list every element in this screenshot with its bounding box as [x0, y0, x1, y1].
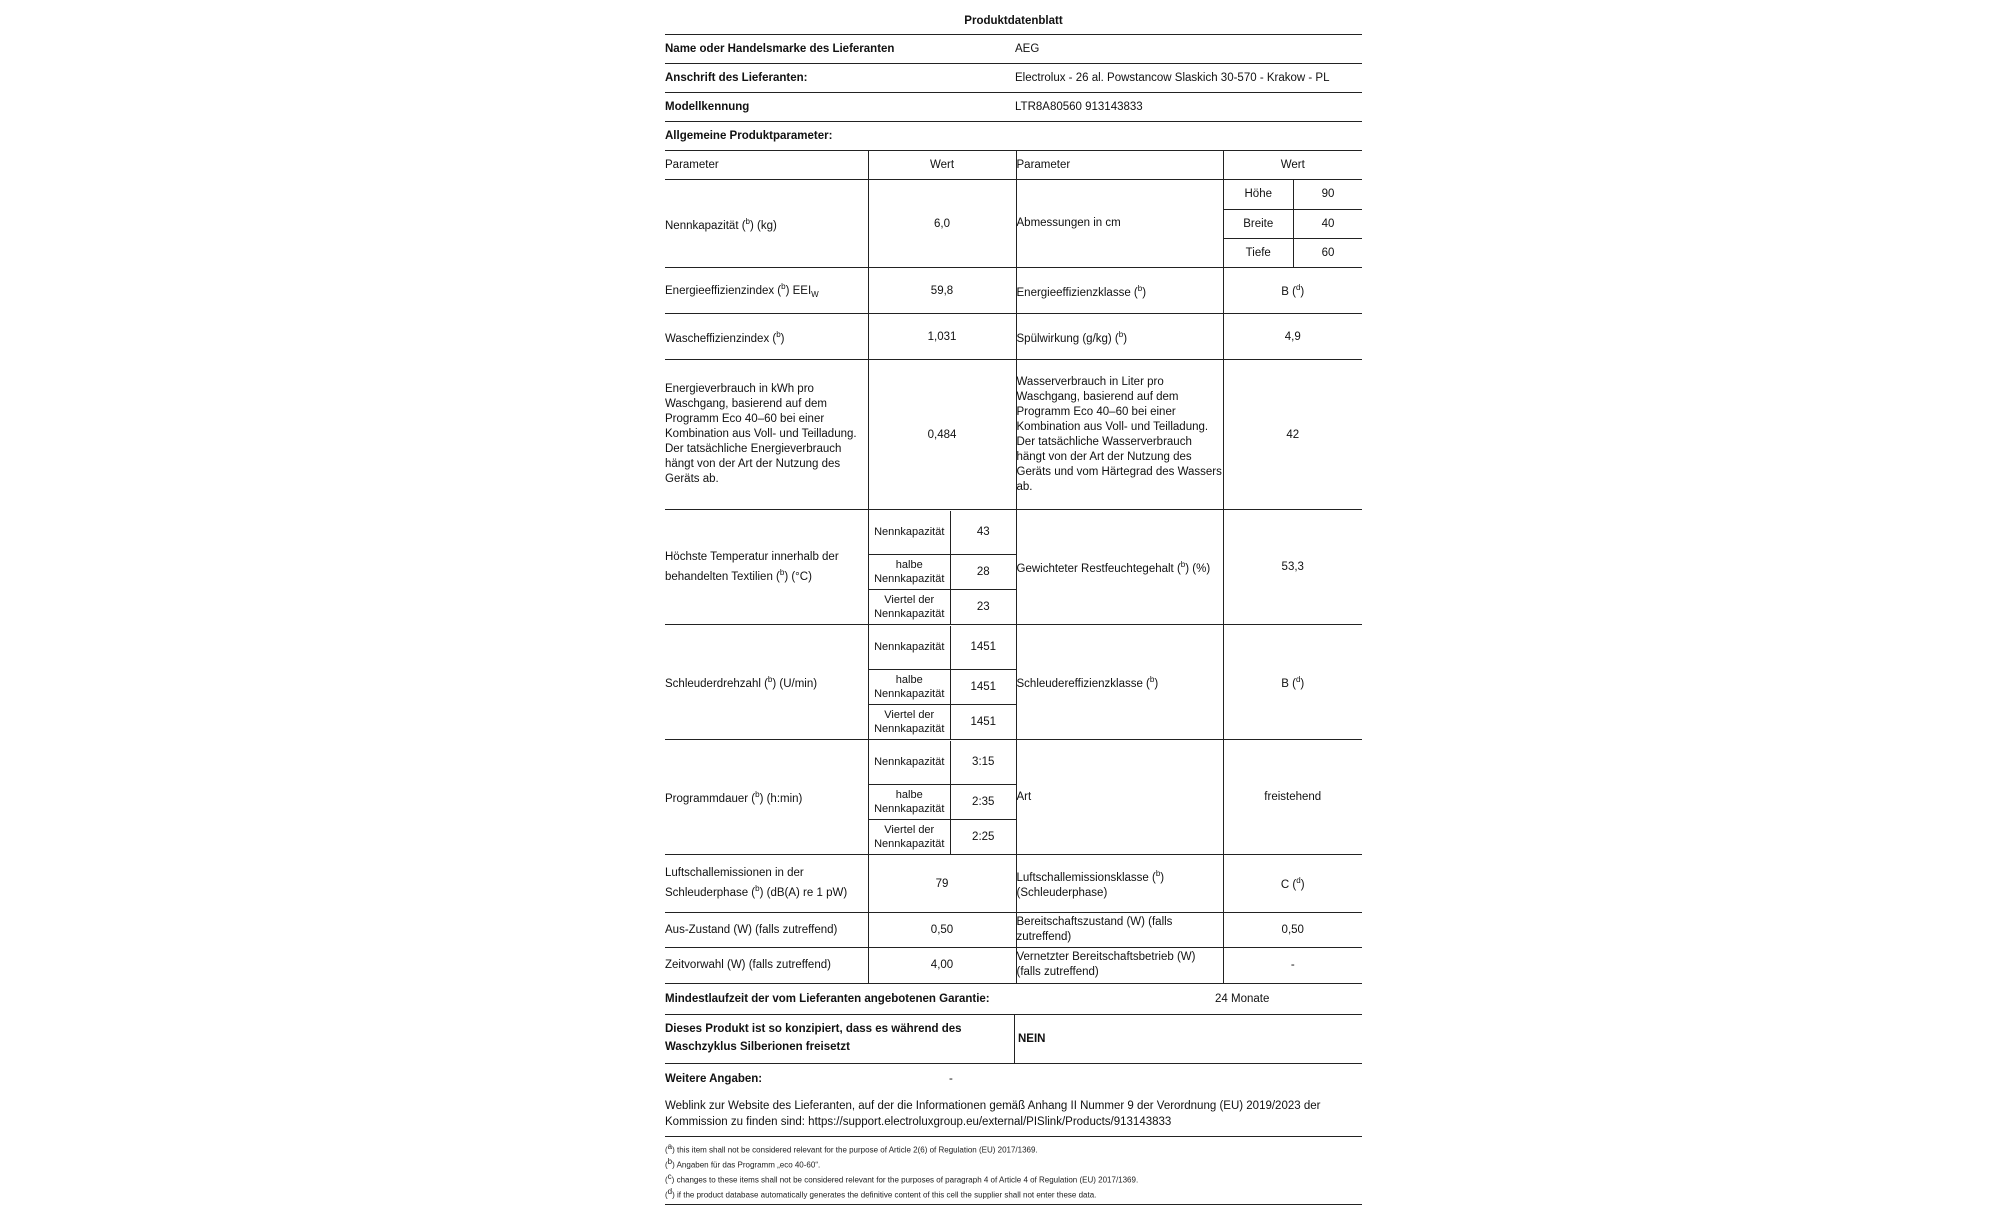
duration-label: Programmdauer ($^b$) (h:min)	[665, 740, 868, 855]
max-temp-label: Höchste Temperatur innerhalb der behandelten Textilien ($^b$) (°C)	[665, 510, 868, 625]
duration-quarter-label: Viertel der Nennkapazität	[869, 820, 951, 854]
table-row	[665, 855, 1362, 913]
water-consumption-value: 42	[1223, 360, 1362, 510]
moisture-value: 53,3	[1223, 510, 1362, 625]
energy-consumption-value: 0,484	[868, 360, 1016, 510]
supplier-name-row	[665, 35, 1362, 64]
spin-speed-subtable	[869, 626, 1016, 739]
col-header-parameter: Parameter	[665, 151, 868, 180]
footnote-item: ($^b$) Angaben für das Programm „eco 40-60“.	[665, 1156, 821, 1170]
silver-ions-row	[665, 1015, 1362, 1064]
guarantee-row	[665, 983, 1362, 1015]
duration-subtable	[869, 741, 1016, 854]
model-value: LTR8A80560 913143833	[1015, 101, 1143, 113]
weblink-text: Weblink zur Website des Lieferanten, auf der die Informationen gemäß Anhang II Nummer 9 der Verordnung (EU) 2019/2023 der Kommission zu finden sind: https://support.electroluxgroup.eu/external/PISlink/Products/913143833	[665, 1094, 1362, 1137]
noise-class-label: Luftschallemissionsklasse ($^b$) (Schleuderphase)	[1016, 855, 1223, 913]
spin-quarter-value: 1451	[951, 705, 1016, 739]
further-info-value: -	[949, 1072, 953, 1085]
duration-full-label: Nennkapazität	[874, 756, 945, 769]
network-standby-label: Vernetzter Bereitschaftsbetrieb (W) (falls zutreffend)	[1016, 948, 1223, 983]
dimensions-subtable	[1224, 180, 1363, 267]
network-standby-value: -	[1223, 948, 1362, 983]
standby-value: 0,50	[1223, 913, 1362, 948]
max-temp-value	[868, 510, 1016, 625]
max-temp-quarter-value: 23	[951, 590, 1016, 624]
model-row	[665, 93, 1362, 122]
product-data-sheet	[665, 0, 1362, 1205]
max-temp-full-label: Nennkapazität	[874, 526, 945, 539]
delay-value: 4,00	[868, 948, 1016, 983]
footnote-item: ($^c$) changes to these items shall not be considered relevant for the purposes of paragraph 4 of Article 4 of Regulation (EU) 2017/1369.	[665, 1171, 1139, 1185]
height-value: 90	[1294, 180, 1363, 209]
type-label: Art	[1016, 740, 1223, 855]
footnotes	[665, 1137, 1362, 1206]
delay-label: Zeitvorwahl (W) (falls zutreffend)	[665, 948, 868, 983]
noise-class-value: C ($^d$)	[1223, 855, 1362, 913]
eei-value: 59,8	[868, 268, 1016, 314]
table-row	[665, 268, 1362, 314]
spin-class-value: B ($^d$)	[1223, 625, 1362, 740]
energy-consumption-label: Energieverbrauch in kWh pro Waschgang, basierend auf dem Programm Eco 40–60 bei einer Kombination aus Voll- und Teilladung. Der tatsächliche Energieverbrauch hängt von der Art der Nutzung des Geräts ab.	[665, 360, 868, 510]
table-row	[665, 948, 1362, 983]
supplier-name-label: Name oder Handelsmarke des Lieferanten	[665, 43, 895, 55]
supplier-address-row	[665, 64, 1362, 93]
dimensions-value	[1223, 180, 1362, 268]
table-header-row	[665, 151, 1362, 180]
width-value: 40	[1294, 209, 1363, 238]
table-row	[665, 180, 1362, 268]
capacity-value: 6,0	[868, 180, 1016, 268]
off-mode-value: 0,50	[868, 913, 1016, 948]
col-header-value-2: Wert	[1223, 151, 1362, 180]
footnote-item: ($^d$) if the product database automatically generates the definitive content of this cell the supplier shall not enter these data.	[665, 1186, 1097, 1200]
table-row	[665, 625, 1362, 740]
wash-index-value: 1,031	[868, 314, 1016, 360]
moisture-label: Gewichteter Restfeuchtegehalt ($^b$) (%)	[1016, 510, 1223, 625]
col-header-parameter-2: Parameter	[1016, 151, 1223, 180]
supplier-name-value: AEG	[1015, 43, 1040, 55]
general-params-heading: Allgemeine Produktparameter:	[665, 130, 833, 142]
table-row	[665, 314, 1362, 360]
table-row	[665, 913, 1362, 948]
spin-half-value: 1451	[951, 670, 1016, 705]
col-header-value: Wert	[868, 151, 1016, 180]
table-row	[665, 360, 1362, 510]
eei-label: Energieeffizienzindex ($^b$) $EEI_W$	[665, 268, 868, 314]
footnote-item: ($^a$) this item shall not be considered relevant for the purpose of Article 2(6) of Regulation (EU) 2017/1369.	[665, 1141, 1038, 1155]
silver-ions-value: NEIN	[1018, 1032, 1046, 1045]
rinse-label: Spülwirkung (g/kg) ($^b$)	[1016, 314, 1223, 360]
spin-quarter-label: Viertel der Nennkapazität	[869, 705, 951, 739]
duration-half-label: halbe Nennkapazität	[869, 785, 951, 820]
supplier-address-label: Anschrift des Lieferanten:	[665, 72, 808, 84]
spin-full-value: 1451	[951, 626, 1016, 670]
spin-full-label: Nennkapazität	[874, 641, 945, 654]
table-row	[665, 510, 1362, 625]
duration-value	[868, 740, 1016, 855]
energy-class-label: Energieeffizienzklasse ($^b$)	[1016, 268, 1223, 314]
spin-half-label: halbe Nennkapazität	[869, 670, 951, 705]
spin-class-label: Schleudereffizienzklasse ($^b$)	[1016, 625, 1223, 740]
width-label: Breite	[1224, 209, 1294, 238]
noise-value: 79	[868, 855, 1016, 913]
wash-index-label: Wascheffizienzindex ($^b$)	[665, 314, 868, 360]
guarantee-label: Mindestlaufzeit der vom Lieferanten angebotenen Garantie:	[665, 992, 990, 1005]
off-mode-label: Aus-Zustand (W) (falls zutreffend)	[665, 913, 868, 948]
depth-label: Tiefe	[1224, 238, 1294, 267]
duration-full-value: 3:15	[951, 741, 1016, 785]
sheet-title: Produktdatenblatt	[665, 0, 1362, 35]
height-label: Höhe	[1244, 188, 1272, 201]
capacity-label: Nennkapazität ($^b$) (kg)	[665, 180, 868, 268]
dimensions-label: Abmessungen in cm	[1016, 180, 1223, 268]
max-temp-quarter-label: Viertel der Nennkapazität	[869, 590, 951, 624]
duration-quarter-value: 2:25	[951, 820, 1016, 854]
max-temp-half-label: halbe Nennkapazität	[869, 555, 951, 590]
spin-speed-value	[868, 625, 1016, 740]
rinse-value: 4,9	[1223, 314, 1362, 360]
depth-value: 60	[1294, 238, 1363, 267]
guarantee-value: 24 Monate	[1215, 992, 1270, 1005]
model-label: Modellkennung	[665, 101, 750, 113]
noise-label: Luftschallemissionen in der Schleuderphase ($^b$) (dB(A) re 1 pW)	[665, 855, 868, 913]
water-consumption-label: Wasserverbrauch in Liter pro Waschgang, basierend auf dem Programm Eco 40–60 bei einer Kombination aus Voll- und Teilladung. Der tatsächliche Wasserverbrauch hängt von der Art der Nutzung des Geräts und vom Härtegrad des Wassers ab.	[1016, 360, 1223, 510]
parameters-table	[665, 150, 1362, 983]
further-info-row	[665, 1064, 1362, 1094]
silver-ions-label: Dieses Produkt ist so konzipiert, dass es während des Waschzyklus Silberionen freisetzt	[665, 1015, 1015, 1063]
type-value: freistehend	[1223, 740, 1362, 855]
duration-half-value: 2:35	[951, 785, 1016, 820]
max-temp-subtable	[869, 511, 1016, 624]
standby-label: Bereitschaftszustand (W) (falls zutreffend)	[1016, 913, 1223, 948]
energy-class-value: B ($^d$)	[1223, 268, 1362, 314]
max-temp-full-value: 43	[951, 511, 1016, 555]
supplier-address-value: Electrolux - 26 al. Powstancow Slaskich 30-570 - Krakow - PL	[1015, 72, 1330, 84]
further-info-label: Weitere Angaben:	[665, 1072, 763, 1085]
max-temp-half-value: 28	[951, 555, 1016, 590]
spin-speed-label: Schleuderdrehzahl ($^b$) (U/min)	[665, 625, 868, 740]
table-row	[665, 740, 1362, 855]
